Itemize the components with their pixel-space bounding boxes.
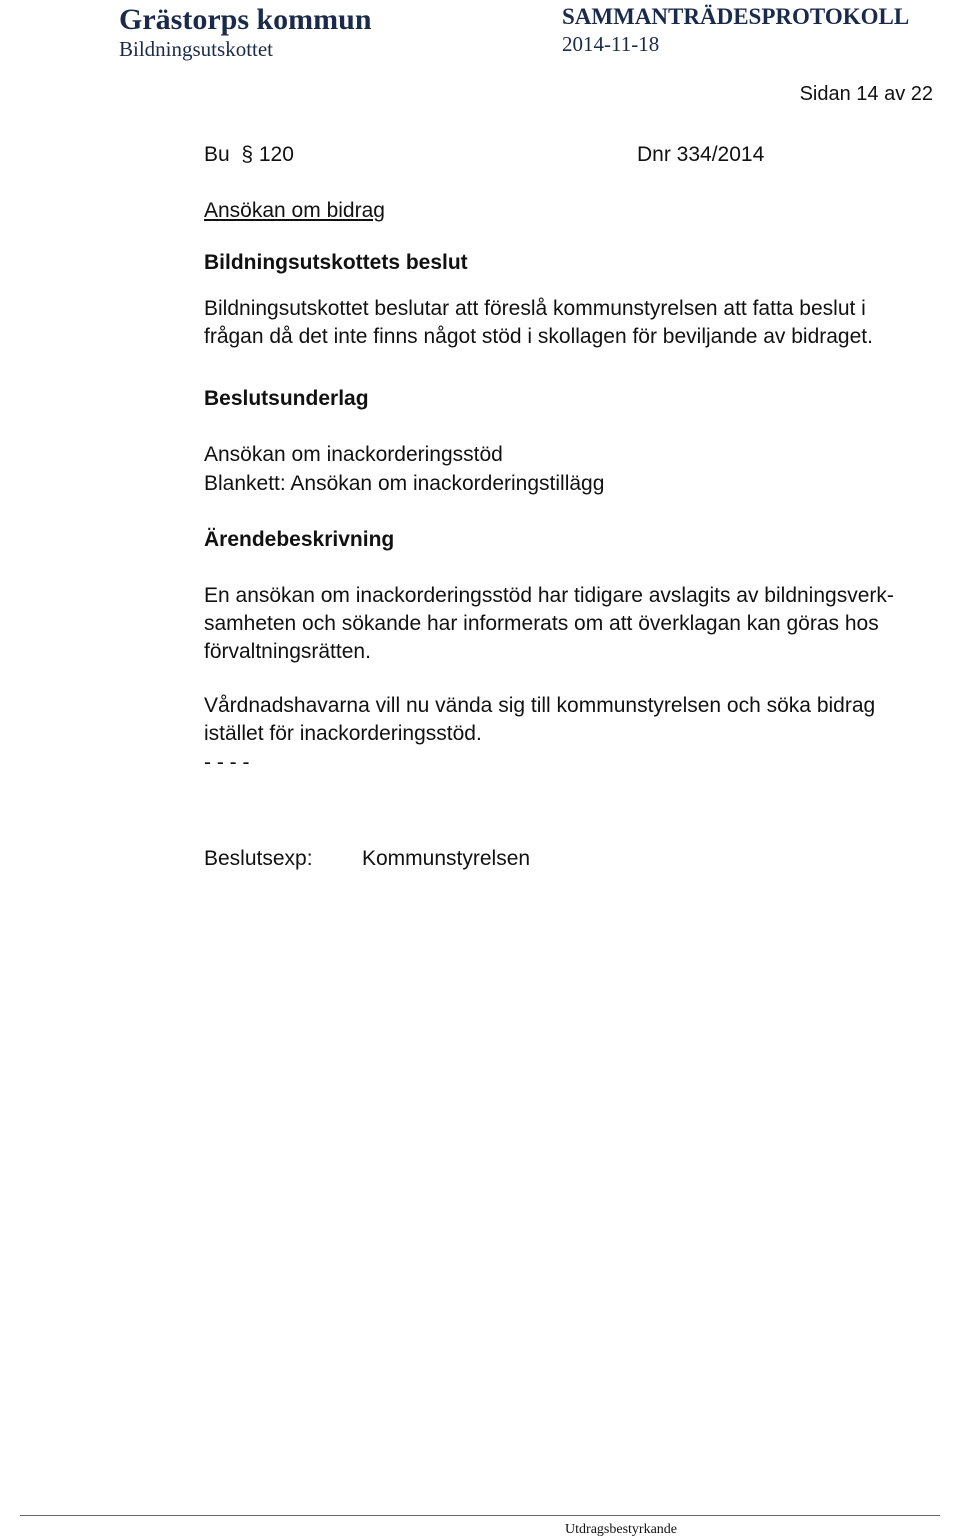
description-heading: Ärendebeskrivning <box>204 528 395 551</box>
certification-label: Utdragsbestyrkande <box>565 1522 677 1537</box>
decision-line: frågan då det inte finns något stöd i skollagen för beviljande av bidraget. <box>204 325 873 348</box>
committee-name: Bildningsutskottet <box>119 37 274 61</box>
basis-item: Ansökan om inackorderingsstöd <box>204 443 503 466</box>
footer <box>0 1522 960 1538</box>
document-type: SAMMANTRÄDESPROTOKOLL <box>562 4 910 29</box>
decision-heading: Bildningsutskottets beslut <box>204 251 468 274</box>
diary-number: Dnr 334/2014 <box>637 143 765 166</box>
decision-text <box>204 295 873 351</box>
description-line: Vårdnadshavarna vill nu vända sig till kommunstyrelsen och söka bidrag <box>204 694 876 717</box>
section-separator: - - - - <box>204 751 250 774</box>
municipality-name: Grästorps kommun <box>119 3 372 36</box>
meeting-date: 2014-11-18 <box>562 32 660 56</box>
description-line: istället för inackorderingsstöd. <box>204 722 482 745</box>
description-line: förvaltningsrätten. <box>204 640 371 663</box>
decision-line: Bildningsutskottet beslutar att föreslå kommunstyrelsen att fatta beslut i <box>204 297 866 320</box>
page-number: Sidan 14 av 22 <box>799 83 933 105</box>
description-paragraph <box>204 582 894 666</box>
paragraph-number: Bu § 120 <box>204 143 294 166</box>
item-subject: Ansökan om bidrag <box>204 199 385 222</box>
expedition-recipient: Kommunstyrelsen <box>362 847 531 870</box>
expedition-label: Beslutsexp: <box>204 847 313 870</box>
description-line: En ansökan om inackorderingsstöd har tidigare avslagits av bildningsverk- <box>204 584 894 607</box>
footer-divider <box>20 1515 940 1516</box>
description-paragraph <box>204 692 875 748</box>
basis-item: Blankett: Ansökan om inackorderingstillägg <box>204 472 605 495</box>
description-line: samheten och sökande har informerats om att överklagan kan göras hos <box>204 612 879 635</box>
basis-heading: Beslutsunderlag <box>204 387 369 410</box>
